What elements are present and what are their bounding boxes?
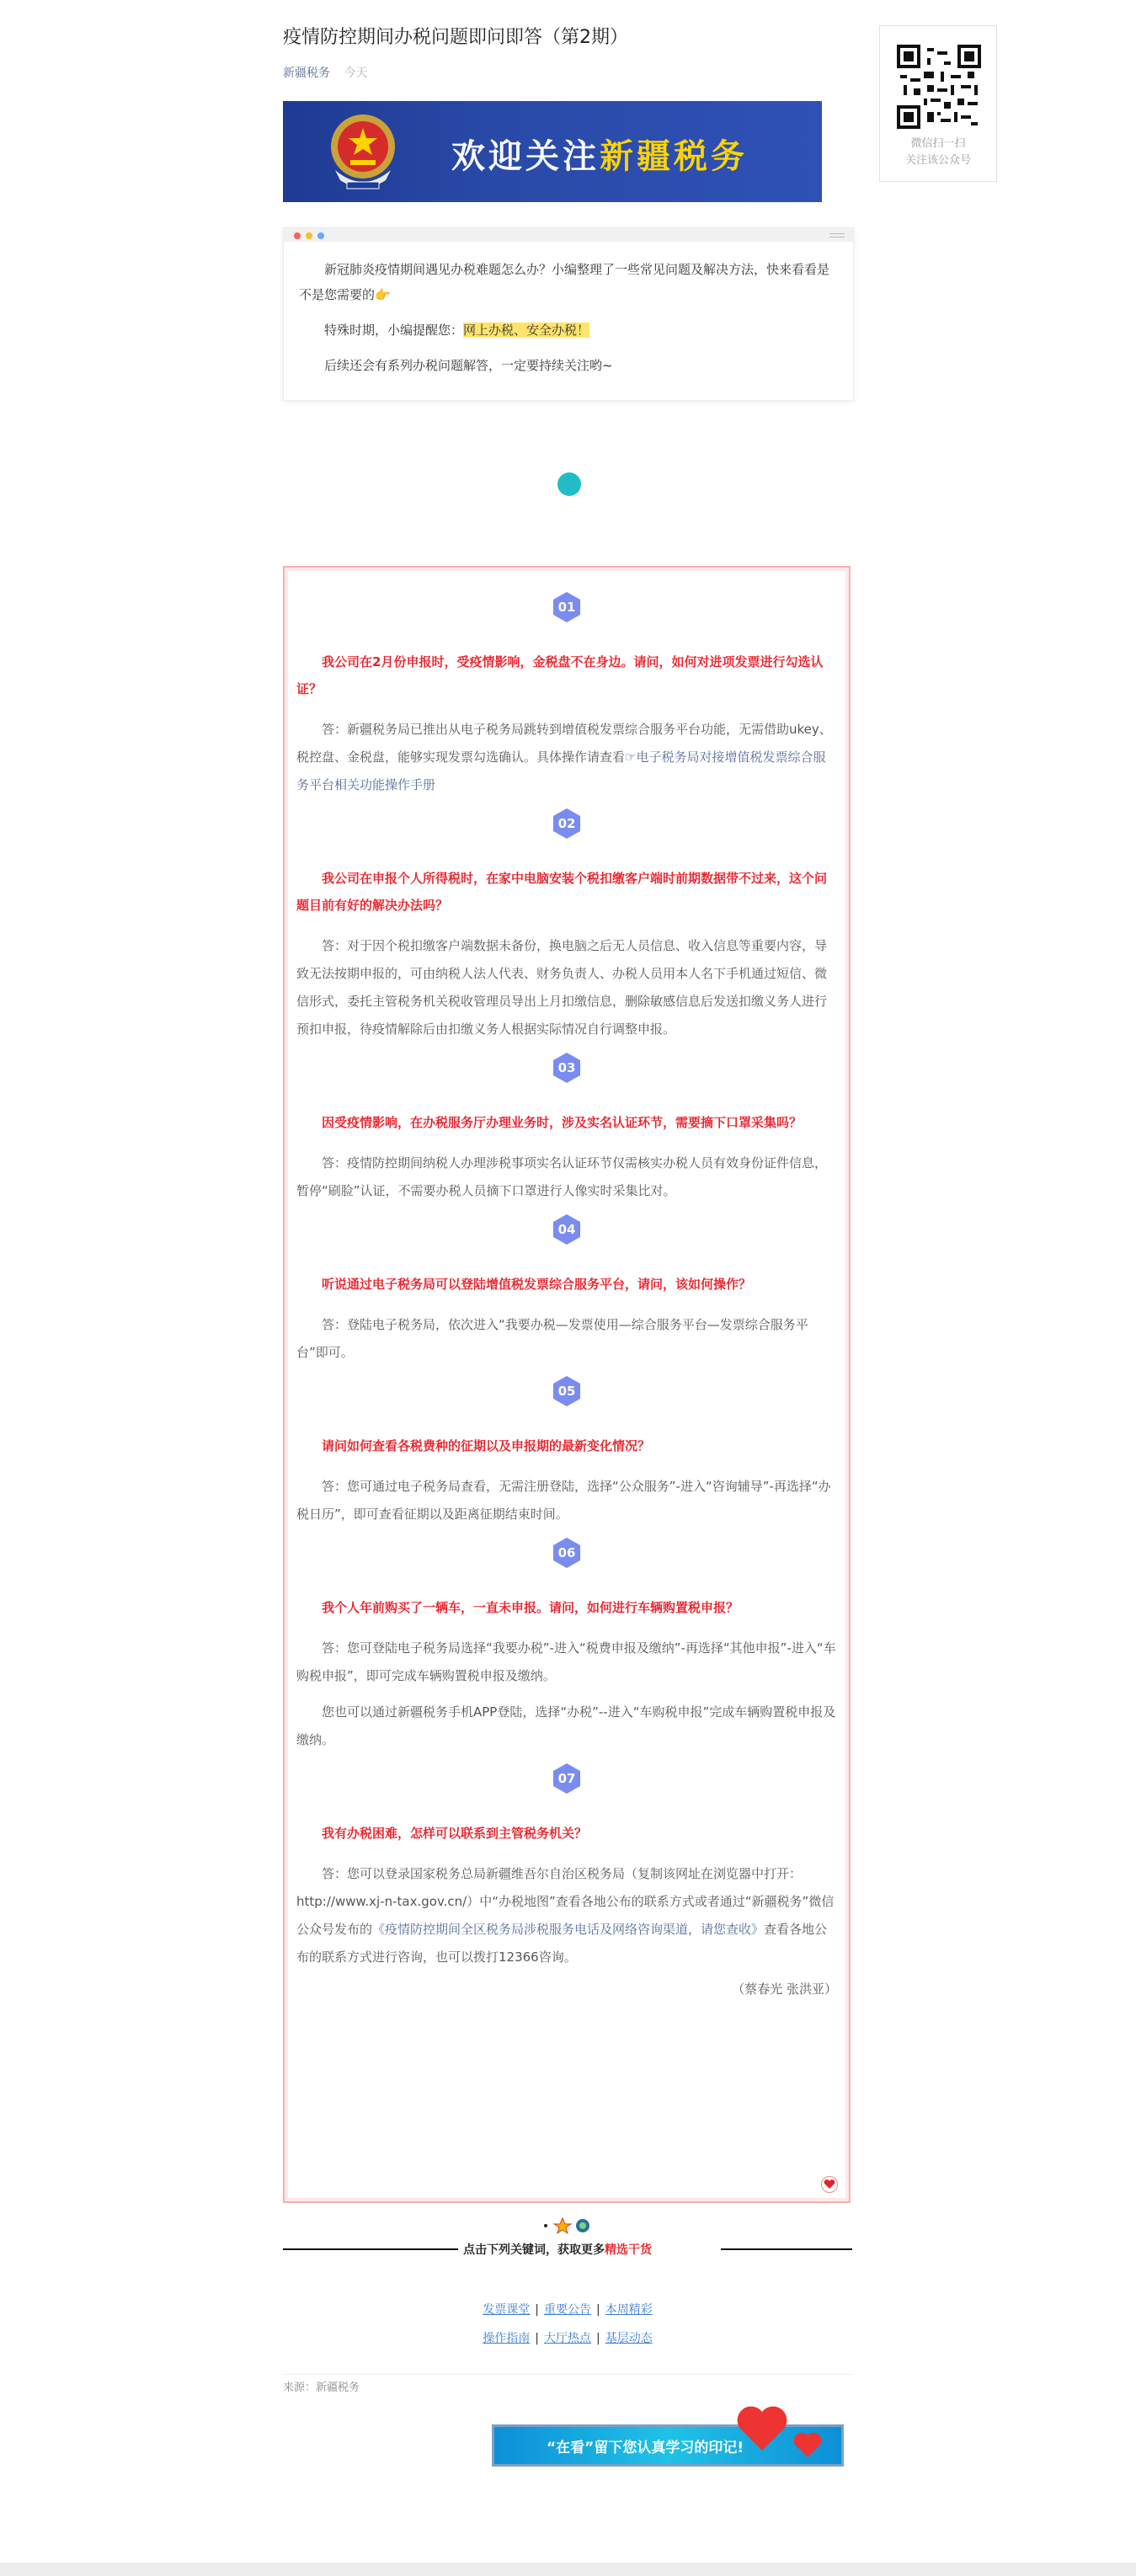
welcome-banner bbox=[283, 101, 822, 202]
decorative-emoji-icons bbox=[539, 2216, 598, 2235]
qa-item bbox=[296, 1537, 837, 1754]
question-number-badge bbox=[551, 1537, 583, 1569]
question-number-badge bbox=[551, 591, 583, 623]
national-emblem-icon bbox=[327, 111, 399, 190]
qa-item bbox=[296, 1213, 837, 1367]
question-number: 02 bbox=[557, 816, 576, 831]
question-number: 03 bbox=[557, 1060, 576, 1075]
big-heart-icon bbox=[735, 2403, 789, 2452]
keyword-link[interactable]: 操作指南 bbox=[483, 2332, 531, 2345]
qa-item bbox=[296, 1375, 837, 1528]
question-number: 05 bbox=[557, 1384, 576, 1399]
divider-text: 点击下列关键词，获取更多精选干货 bbox=[463, 2243, 652, 2257]
article-title: 疫情防控期间办税问题即问即答（第2期） bbox=[283, 27, 628, 48]
question-text: 我个人年前购买了一辆车，一直未申报。请问，如何进行车辆购置税申报？ bbox=[322, 1600, 739, 1615]
answer-text bbox=[296, 1311, 837, 1367]
article-meta bbox=[283, 64, 852, 81]
question-text: 我公司在申报个人所得税时，在家中电脑安装个税扣缴客户端时前期数据带不过来，这个问题目前有好的解决办法吗？ bbox=[296, 871, 828, 913]
question-text: 我有办税困难，怎样可以联系到主管税务机关？ bbox=[322, 1826, 588, 1841]
source-text: 来源：新疆税务 bbox=[283, 2381, 360, 2394]
qr-caption bbox=[880, 136, 996, 169]
answer-body: 查看各地公布的联系方式进行咨询，也可以拨打12366咨询。 bbox=[296, 1922, 828, 1965]
question-number: 07 bbox=[557, 1771, 576, 1786]
article bbox=[283, 24, 852, 401]
answer-link[interactable]: ☞电子税务局对接增值税发票综合服务平台相关功能操作手册 bbox=[296, 749, 826, 792]
answer-link[interactable]: 《疫情防控期间全区税务局涉税服务电话及网络咨询渠道，请您查收》 bbox=[372, 1922, 765, 1937]
intro-paragraph: 新冠肺炎疫情期间遇见办税难题怎么办？小编整理了一些常见问题及解决方法，快来看看是不是您需要的👉 bbox=[299, 262, 830, 302]
banner-welcome-text: 欢迎关注新疆税务 bbox=[451, 137, 748, 176]
maximize-dot-icon bbox=[317, 232, 324, 239]
answer-text bbox=[296, 1149, 837, 1205]
intro-paragraph: 后续还会有系列办税问题解答，一定要持续关注哟~ bbox=[324, 358, 613, 373]
intro-card bbox=[283, 227, 854, 401]
source-divider bbox=[283, 2374, 852, 2375]
question-number: 04 bbox=[557, 1222, 576, 1237]
minimize-dot-icon bbox=[306, 232, 312, 239]
question-number-badge bbox=[551, 1213, 583, 1245]
answer-text bbox=[296, 932, 837, 1043]
author-signature: （蔡春光 张洪亚） bbox=[732, 1981, 837, 1997]
answer-text bbox=[296, 1860, 837, 1971]
separator: | bbox=[535, 2332, 539, 2345]
highlight-text: 网上办税、安全办税！ bbox=[463, 323, 590, 338]
like-reminder-banner[interactable] bbox=[492, 2424, 844, 2467]
qa-item bbox=[296, 808, 837, 1043]
separator: | bbox=[535, 2303, 539, 2317]
qa-item bbox=[296, 1052, 837, 1205]
keyword-link[interactable]: 本周精彩 bbox=[605, 2303, 653, 2317]
question-number-badge bbox=[551, 1763, 583, 1795]
question-text: 我公司在2月份申报时，受疫情影响，金税盘不在身边。请问，如何对进项发票进行勾选认证？ bbox=[296, 654, 824, 696]
intro-paragraph: 特殊时期，小编提醒您：网上办税、安全办税！ bbox=[324, 323, 590, 338]
qa-item bbox=[296, 1763, 837, 1971]
divider-line bbox=[721, 2248, 852, 2250]
answer-body: 答：新疆税务局已推出从电子税务局跳转到增值税发票综合服务平台功能，无需借助ukey、税控盘、金税盘，能够实现发票勾选确认。具体操作请查看 bbox=[296, 722, 832, 765]
answer-text bbox=[296, 1473, 837, 1528]
answer-text bbox=[296, 716, 837, 799]
account-name-link[interactable]: 新疆税务 bbox=[283, 67, 330, 80]
answer-text bbox=[296, 1635, 837, 1690]
keyword-link[interactable]: 发票课堂 bbox=[483, 2303, 531, 2317]
qr-caption-line: 关注该公众号 bbox=[904, 154, 971, 167]
keyword-link[interactable]: 大厅热点 bbox=[544, 2332, 591, 2345]
question-text: 因受疫情影响，在办税服务厅办理业务时，涉及实名认证环节，需要摘下口罩采集吗？ bbox=[322, 1115, 803, 1130]
keyword-divider bbox=[283, 2240, 852, 2259]
question-number-badge bbox=[551, 808, 583, 840]
qr-caption-line: 微信扫一扫 bbox=[910, 137, 966, 150]
separator: | bbox=[596, 2332, 600, 2345]
like-reminder-text: “在看”留下您认真学习的印记! bbox=[547, 2440, 744, 2456]
divider-line bbox=[283, 2248, 458, 2250]
qa-item bbox=[296, 591, 837, 799]
question-number: 01 bbox=[557, 600, 576, 615]
menu-lines-icon bbox=[829, 233, 845, 237]
small-heart-icon bbox=[792, 2430, 823, 2459]
close-dot-icon bbox=[294, 232, 301, 239]
heart-icon bbox=[820, 2176, 839, 2193]
answer-text bbox=[296, 1699, 837, 1754]
answer-body: 答：您可通过电子税务局查看，无需注册登陆，选择“公众服务”-进入“咨询辅导”-再选择“办税日历”，即可查看征期以及距离征期结束时间。 bbox=[296, 1479, 831, 1522]
question-number: 06 bbox=[557, 1545, 576, 1560]
intro-body bbox=[284, 242, 853, 400]
answer-body: 答：疫情防控期间纳税人办理涉税事项实名认证环节仅需核实办税人员有效身份证件信息，暂停“刷脸”认证，不需要办税人员摘下口罩进行人像实时采集比对。 bbox=[296, 1155, 828, 1198]
question-number-badge bbox=[551, 1375, 583, 1407]
keyword-link[interactable]: 基层动态 bbox=[605, 2332, 653, 2345]
bottom-bar bbox=[0, 2563, 1136, 2576]
publish-date: 今天 bbox=[344, 67, 368, 80]
qa-section bbox=[283, 566, 851, 2203]
question-text: 听说通过电子税务局可以登陆增值税发票综合服务平台，请问，该如何操作？ bbox=[322, 1277, 752, 1292]
answer-body: 答：登陆电子税务局，依次进入“我要办税—发票使用—综合服务平台—发票综合服务平台”即可。 bbox=[296, 1317, 808, 1360]
answer-body: 答：您可以登录国家税务总局新疆维吾尔自治区税务局（复制该网址在浏览器中打开：http://www.xj-n-tax.gov.cn/）中“办税地图”查看各地公布的联系方式或者通过“新疆税务”微信公众号发布的 bbox=[296, 1866, 835, 1937]
keyword-row bbox=[283, 2329, 852, 2346]
qr-code-icon[interactable] bbox=[897, 45, 981, 129]
window-title-bar bbox=[284, 228, 853, 242]
keyword-link[interactable]: 重要公告 bbox=[544, 2303, 591, 2317]
answer-body: 答：您可登陆电子税务局选择“我要办税”-进入“税费申报及缴纳”-再选择“其他申报”-进入“车购税申报”，即可完成车辆购置税申报及缴纳。 bbox=[296, 1640, 836, 1683]
question-text: 请问如何查看各税费种的征期以及申报期的最新变化情况？ bbox=[322, 1438, 651, 1453]
teal-circle-icon bbox=[557, 472, 581, 496]
question-number-badge bbox=[551, 1052, 583, 1084]
answer-body: 答：对于因个税扣缴客户端数据未备份，换电脑之后无人员信息、收入信息等重要内容，导致无法按期申报的，可由纳税人法人代表、财务负责人、办税人员用本人名下手机通过短信、微信形式，委托主管税务机关税收管理员导出上月扣缴信息，删除敏感信息后发送扣缴义务人进行预扣申报，待疫情解除后由扣缴义务人根据实际情况自行调整申报。 bbox=[296, 938, 828, 1037]
keyword-row bbox=[283, 2301, 852, 2317]
answer-body: 您也可以通过新疆税务手机APP登陆，选择“办税”--进入“车购税申报”完成车辆购置税申报及缴纳。 bbox=[296, 1704, 836, 1747]
qr-code-card bbox=[879, 25, 997, 182]
separator: | bbox=[596, 2303, 600, 2317]
